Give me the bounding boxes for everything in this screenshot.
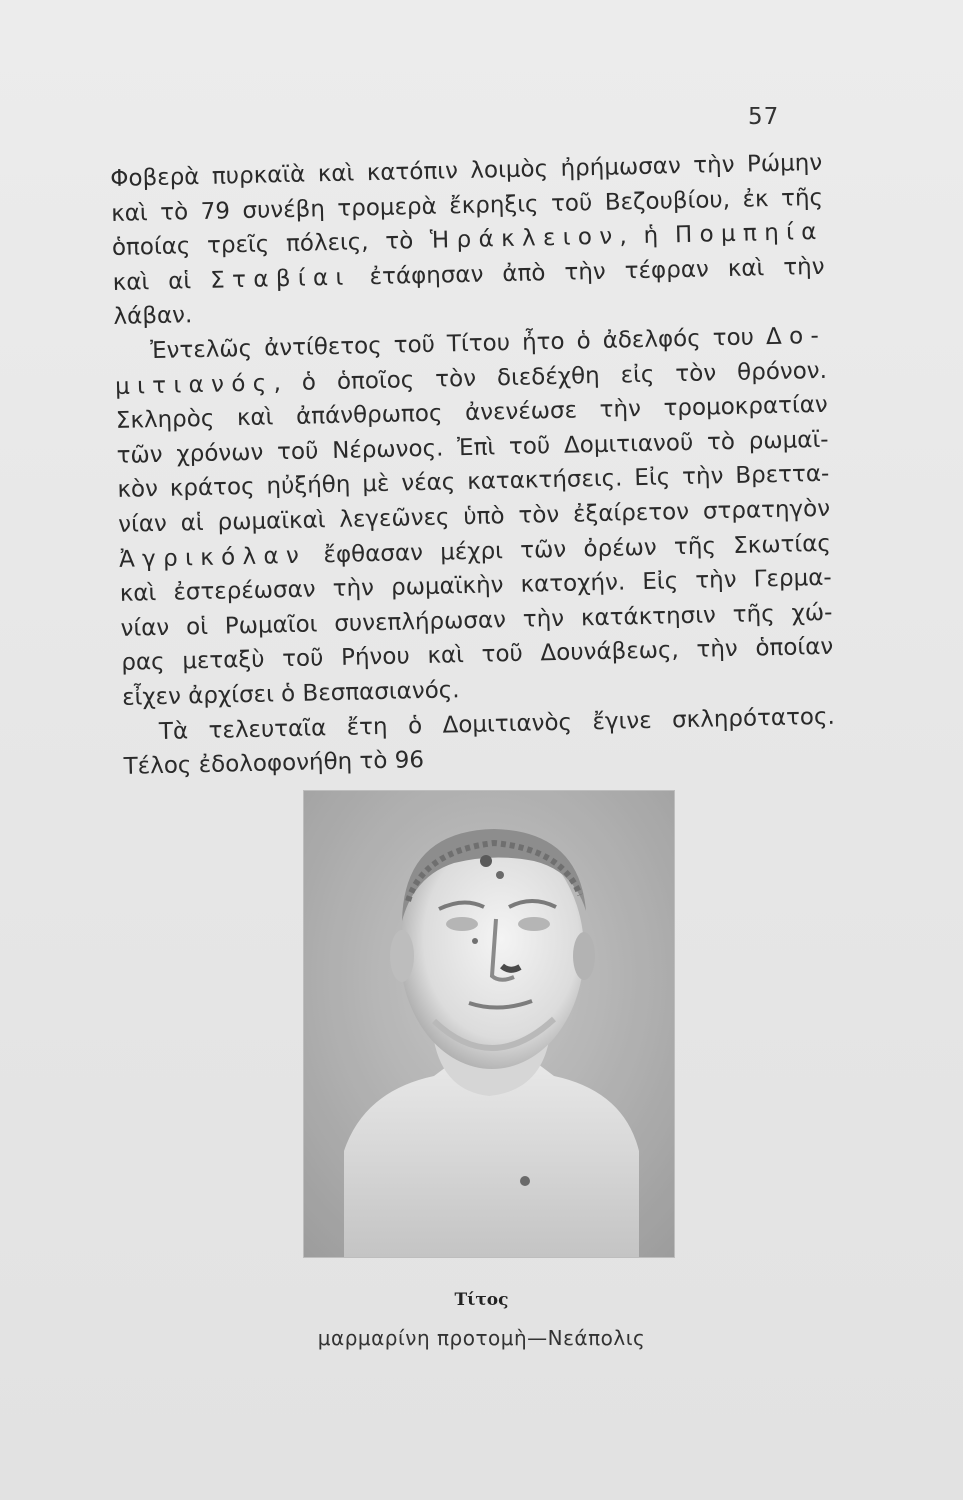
text-line: κὸν κράτος ηὐξήθη μὲ νέας κατακτήσεις. Εἰς τὴν Βρεττα- <box>117 461 830 504</box>
text-line: λάβαν. <box>113 302 193 331</box>
text-line: Σκληρὸς καὶ ἀπάνθρωπος ἀνενέωσε τὴν τρομοκρατίαν <box>115 391 828 435</box>
text-line: ρας μεταξὺ τοῦ Ρήνου καὶ τοῦ Δουνάβεως, τὴν ὁποίαν <box>121 634 834 677</box>
place-name: Σταβίαι <box>209 264 351 294</box>
figure-title: Τίτος <box>454 1290 509 1310</box>
place-name: Ἡράκλειον <box>429 223 620 254</box>
text-line: εἶχεν ἀρχίσει ὁ Βεσπασιανός. <box>121 677 460 711</box>
text-line: τῶν χρόνων τοῦ Νέρωνος. Ἐπὶ τοῦ Δομιτιανοῦ τὸ ρωμαϊ- <box>116 426 829 469</box>
figure-subtitle: μαρμαρίνη προτομὴ—Νεάπολις <box>317 1326 646 1350</box>
page-number: 57 <box>748 104 780 130</box>
text-line: καὶ τὸ 79 συνέβη τρομερὰ ἔκρηξις τοῦ Βεζουβίου, ἐκ τῆς <box>110 184 824 227</box>
text-line: Τὰ τελευταῖα ἔτη ὁ Δομιτιανὸς ἔγινε σκληρότατος. <box>158 703 836 745</box>
bust-photo <box>303 790 675 1258</box>
bust-illustration <box>304 791 674 1257</box>
text-line: καὶ ἐστερέωσαν τὴν ρωμαϊκὴν κατοχήν. Εἰς τὴν Γερμα- <box>119 564 832 608</box>
text-line: Ἐντελῶς ἀντίθετος τοῦ Τίτου ἦτο ὁ ἀδελφός του Δο- <box>150 322 827 365</box>
text-line: νίαν αἱ ρωμαϊκαὶ λεγεῶνες ὑπὸ τὸν ἐξαίρετον στρατηγὸν <box>117 495 831 538</box>
text-line: καὶ αἱ Σταβίαι ἐτάφησαν ἀπὸ τὴν τέφραν καὶ τὴν <box>112 253 825 296</box>
body-text <box>110 146 836 785</box>
text-line: Τέλος ἐδολοφονήθη τὸ 96 <box>123 747 425 780</box>
text-line: ὁποίας τρεῖς πόλεις, τὸ Ἡράκλειον, ἡ Πομπηία <box>111 219 825 262</box>
person-name: Δο- <box>765 322 827 351</box>
person-name: μιτιανός <box>114 369 274 400</box>
text-line: Ἀγρικόλαν ἔφθασαν μέχρι τῶν ὀρέων τῆς Σκωτίας <box>118 530 832 573</box>
text-line: νίαν οἱ Ρωμαῖοι συνεπλήρωσαν τὴν κατάκτησιν τῆς χώ- <box>120 599 833 642</box>
person-name: Ἀγρικόλαν <box>118 542 307 573</box>
text-line: Φοβερὰ πυρκαϊὰ καὶ κατόπιν λοιμὸς ἠρήμωσαν τὴν Ρώμην <box>110 149 823 192</box>
place-name: Πομπηία <box>674 219 825 249</box>
text-line: μιτιανός, ὁ ὁποῖος τὸν διεδέχθη εἰς τὸν θρόνον. <box>114 357 828 400</box>
